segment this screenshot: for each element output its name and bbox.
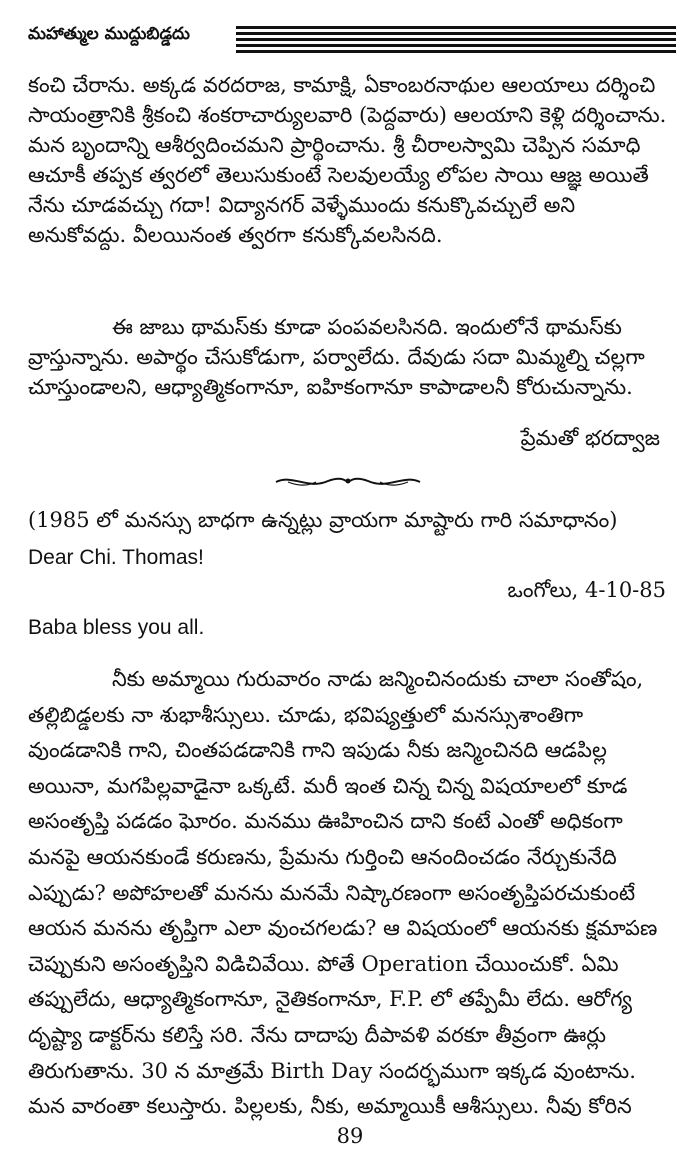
- ornament-divider: [268, 470, 428, 492]
- paragraph-2: ఈ జాబు థామస్‌కు కూడా పంపవలసినది. ఇందులోనే థామస్‌కు వ్రాస్తున్నాను. అపార్థం చేసుకోడుగా, పర్వాలేదు. దేవుడు సదా మిమ్మల్ని చల్లగా చూస్తుండాలని, ఆధ్యాత్మికంగానూ, ఐహికంగానూ కాపాడాలనీ కోరుచున్నాను.: [28, 315, 645, 399]
- place-date: ఒంగోలు, 4-10-85: [507, 578, 666, 602]
- salutation: Dear Chi. Thomas!: [28, 546, 204, 569]
- context-note: (1985 లో మనస్సు బాధగా ఉన్నట్లు వ్రాయగా మాష్టారు గారి సమాధానం): [28, 508, 618, 532]
- running-title: మహాత్ముల ముద్దుబిడ్డదు: [28, 24, 190, 44]
- header-rules: [236, 26, 676, 56]
- page-header: [28, 22, 676, 62]
- blessing-line: Baba bless you all.: [28, 616, 205, 639]
- signature: ప్రేమతో భరద్వాజ: [520, 426, 660, 450]
- paragraph-1: కంచి చేరాను. అక్కడ వరదరాజ, కామాక్షి, ఏకాంబరనాథుల ఆలయాలు దర్శించి సాయంత్రానికి శ్రీకంచి శంకరాచార్యులవారి (పెద్దవారు) ఆలయాని కెళ్లి దర్శించాను. మన బృందాన్ని ఆశీర్వదించమని ప్రార్థించాను. శ్రీ చీరాలస్వామి చెప్పిన సమాధి ఆచూకీ తప్పక త్వరలో తెలుసుకుంటే సెలవులయ్యే లోపల సాయి ఆజ్ఞ అయితే నేను చూడవచ్చు గదా! విద్యానగర్ వెళ్ళేముందు కనుక్కొవచ్చులే అని అనుకోవద్దు. వీలయినంత త్వరగా కనుక్కోవలసినది.: [28, 73, 667, 247]
- paragraph-3: నీకు అమ్మాయి గురువారం నాడు జన్మించినందుకు చాలా సంతోషం, తల్లిబిడ్డలకు నా శుభాశీస్సులు. చూడు, భవిష్యత్తులో మనస్సుశాంతిగా వుండడానికి గాని, చింతపడడానికి గాని ఇపుడు నీకు జన్మించినది ఆడపిల్ల అయినా, మగపిల్లవాడైనా ఒక్కటే. మరీ ఇంత చిన్న చిన్న విషయాలలో కూడ అసంతృప్తి పడడం ఘోరం. మనము ఊహించిన దాని కంటే ఎంతో అధికంగా మనపై ఆయనకుండే కరుణను, ప్రేమను గుర్తించి ఆనందించడం నేర్చుకునేది ఎప్పుడు? అపోహలతో మనను మనమే నిష్కారణంగా అసంతృప్తిపరచుకుంటే ఆయన మనను తృప్తిగా ఎలా వుంచగలడు? ఆ విషయంలో ఆయనకు క్షమాపణ చెప్పుకుని అసంతృప్తిని విడిచివేయి. పోతే Operation చేయించుకో. ఏమి తప్పులేదు, ఆధ్యాత్మికంగానూ, నైతికంగానూ, F.P. లో తప్పేమీ లేదు. ఆరోగ్య దృష్ట్యా డాక్టర్‌ను కలిస్తే సరి. నేను దాదాపు దీపావళి వరకూ తీవ్రంగా ఊర్లు తిరుగుతాను. 30 న మాత్రమే Birth Day సందర్భముగా ఇక్కడ వుంటాను. మన వారంతా కలుస్తారు. పిల్లలకు, నీకు, అమ్మాయికీ ఆశీస్సులు. నీవు కోరిన: [28, 667, 658, 1119]
- page-number: 89: [336, 1124, 364, 1148]
